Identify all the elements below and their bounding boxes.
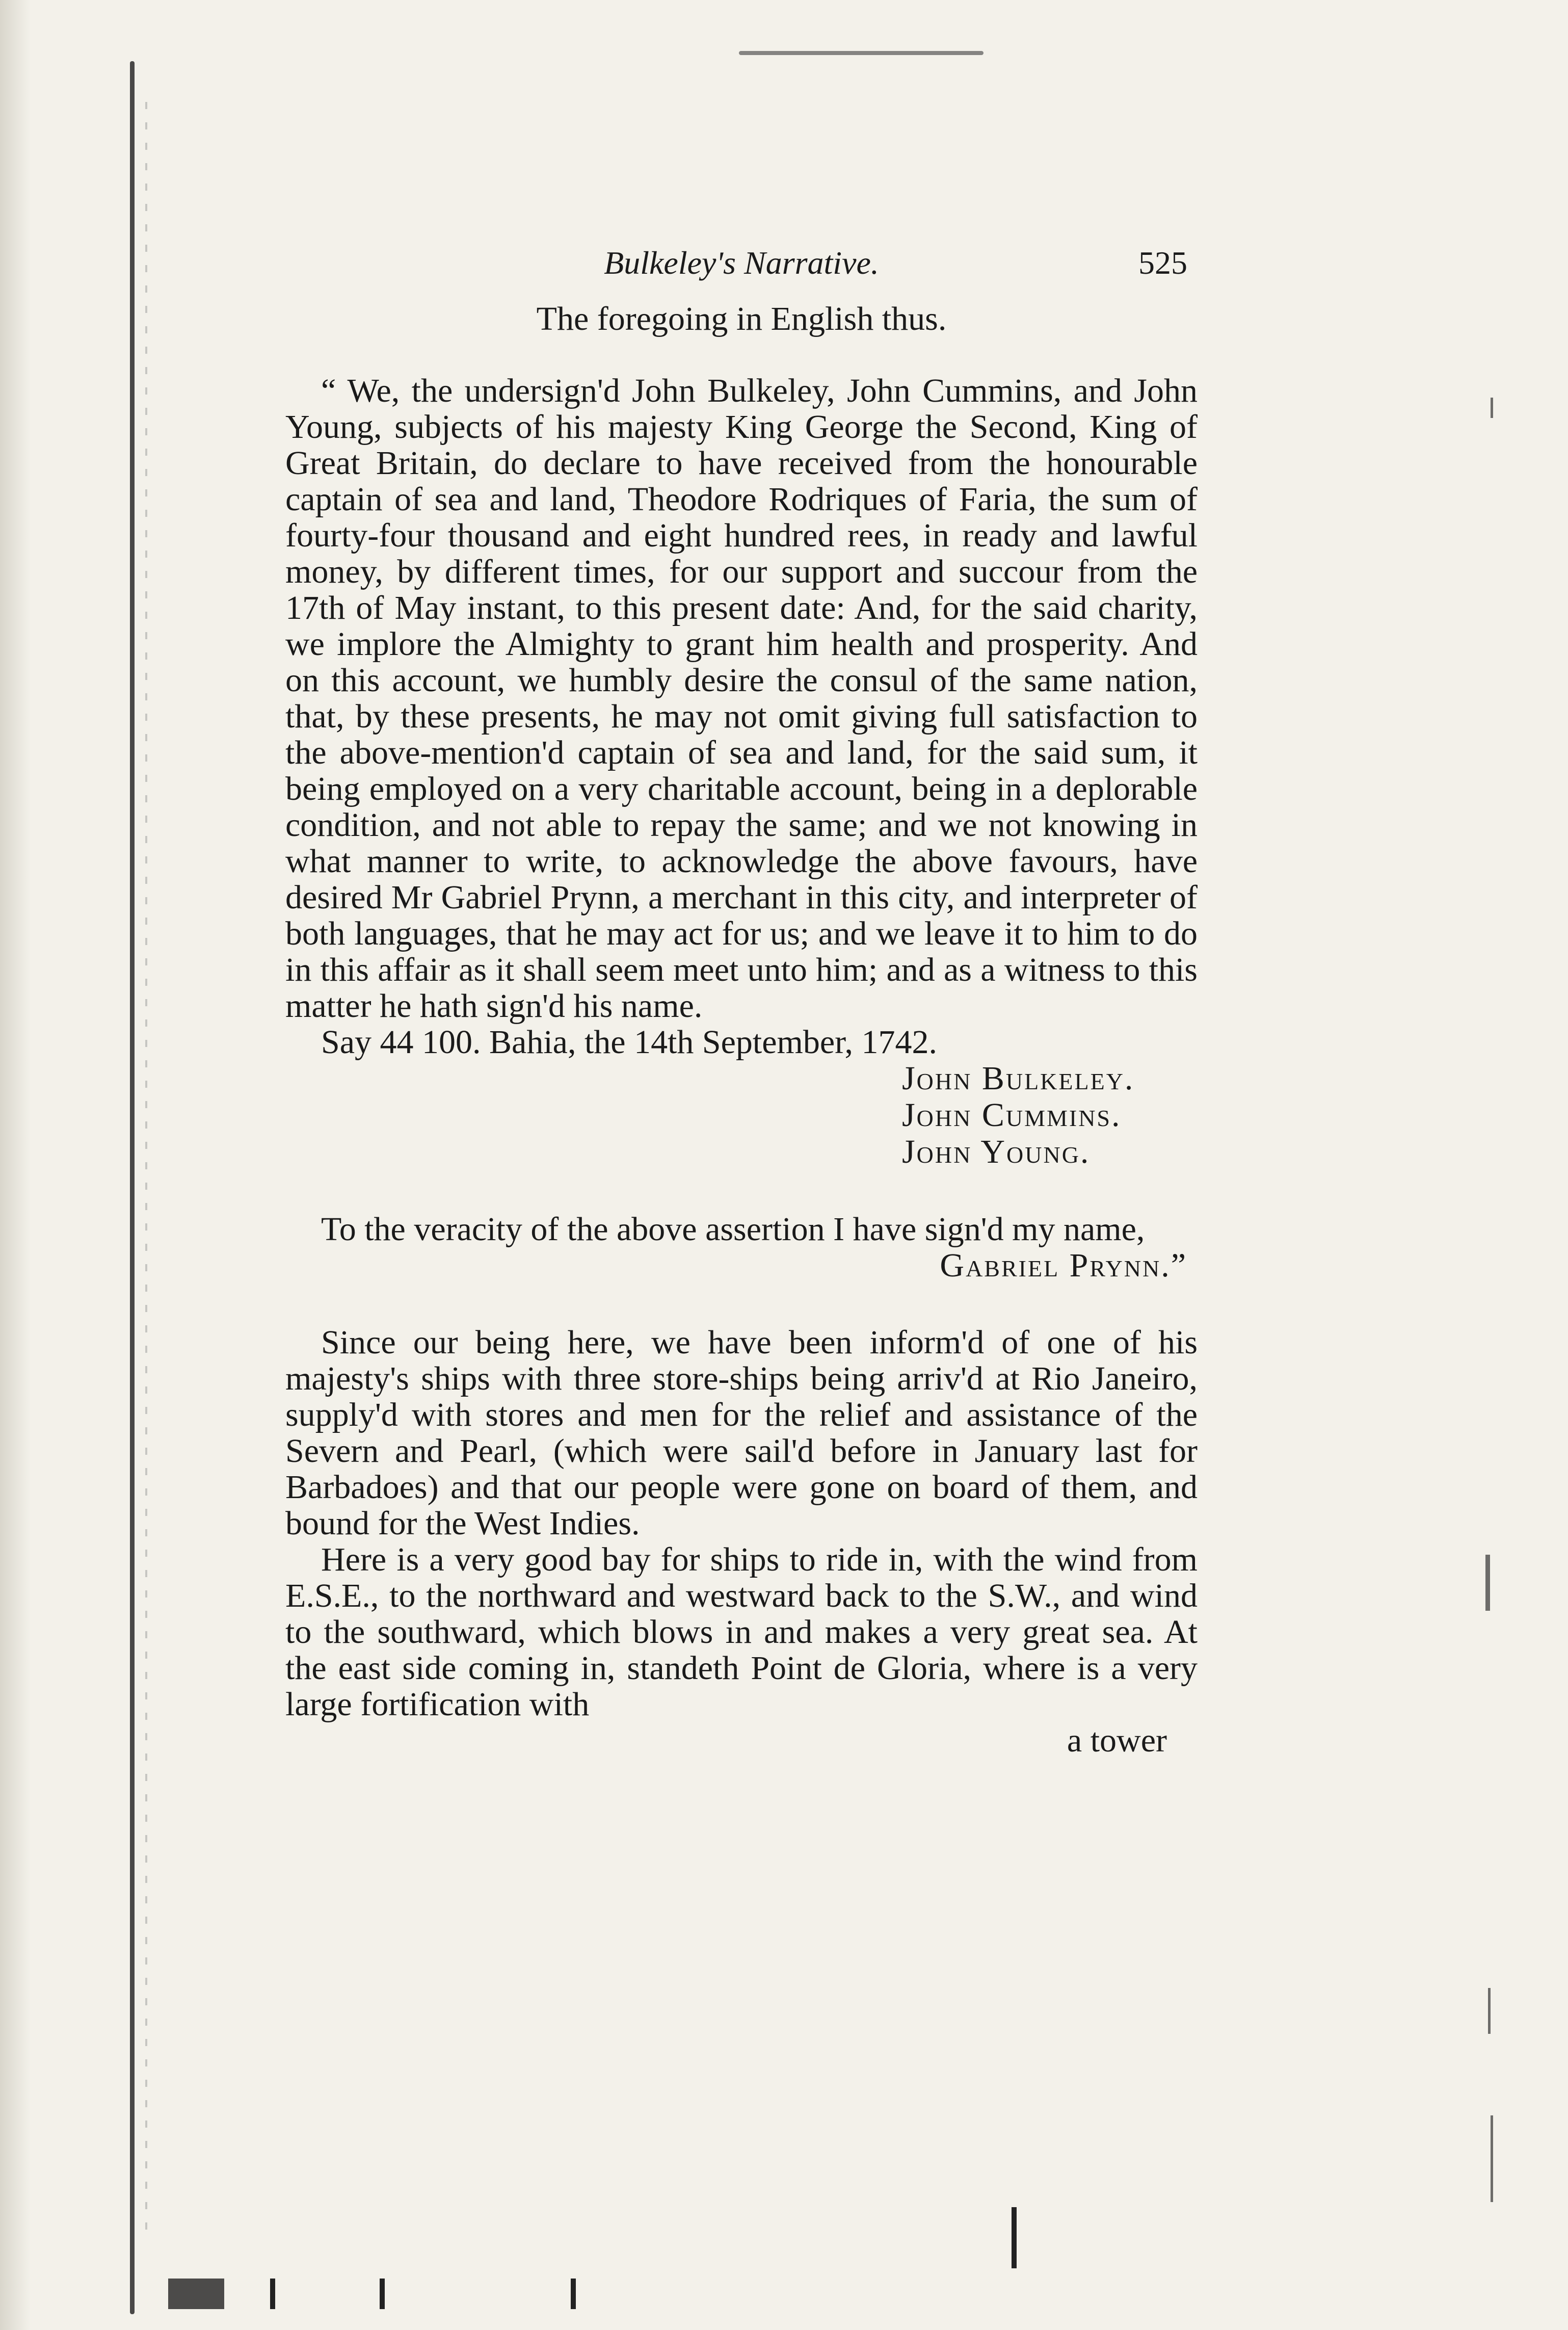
margin-mark [1491, 2115, 1493, 2202]
section-heading: The foregoing in English thus. [536, 300, 947, 337]
bottom-ink-mark [571, 2279, 576, 2309]
catchword: a tower [1067, 1722, 1167, 1759]
margin-mark [1491, 398, 1493, 418]
bottom-ink-mark [270, 2279, 275, 2309]
bottom-ink-mark [380, 2279, 385, 2309]
news-paragraph: Since our being here, we have been inform'd of one of his majesty's ships with three store-ships being arriv'd at Rio Janeiro, supply'd with stores and men for the relief and assistance of the Severn and Pearl, (which were sail'd before in January last for Barbadoes) and that our people were gone on board of them, and bound for the West Indies. [285, 1324, 1198, 1542]
signatory-name: John Young. [902, 1133, 1091, 1170]
margin-mark [1488, 1988, 1491, 2034]
attestation-text: To the veracity of the above assertion I have sign'd my name, [321, 1211, 1145, 1248]
bottom-ink-mark [1012, 2207, 1017, 2268]
signatory-list [285, 1060, 1198, 1170]
date-line: Say 44 100. Bahia, the 14th September, 1742. [321, 1024, 938, 1061]
top-ink-smudge [739, 51, 984, 55]
running-title: Bulkeley's Narrative. [604, 245, 879, 281]
running-head [285, 245, 1198, 291]
page-number: 525 [1138, 245, 1187, 281]
page-edge-specks [145, 102, 147, 2243]
bay-paragraph: Here is a very good bay for ships to ride in, with the wind from E.S.E., to the northward and westward back to the S.W., and wind to the southward, which blows in and makes a very great sea. At the east side coming in, standeth Point de Gloria, where is a very large fortification with [285, 1541, 1198, 1723]
page-edge-rule [130, 61, 135, 2314]
bottom-ink-mark [168, 2279, 224, 2309]
signatory-name: John Cummins. [902, 1096, 1122, 1134]
margin-mark [1485, 1555, 1490, 1611]
binding-shadow [0, 0, 31, 2330]
signatory-name: John Bulkeley. [902, 1060, 1135, 1097]
attestation-signatory: Gabriel Prynn.” [940, 1247, 1187, 1284]
text-block [285, 245, 1198, 1759]
declaration-paragraph: “ We, the undersign'd John Bulkeley, John Cummins, and John Young, subjects of his majesty King George the Second, King of Great Britain, do declare to have received from the honourable captain of sea and land, Theodore Rodriques of Faria, the sum of fourty-four thousand and eight hundred rees, in ready and lawful money, by different times, for our support and succour from the 17th of May instant, to this present date: And, for the said charity, we implore the Almighty to grant him health and prosperity. And on this account, we humbly desire the consul of the same nation, that, by these presents, he may not omit giving full satisfaction to the above-mention'd captain of sea and land, for the said sum, it being employed on a very charitable account, being in a deplorable condition, and not able to repay the same; and we not knowing in what manner to write, to acknowledge the above favours, have desired Mr Gabriel Prynn, a merchant in this city, and interpreter of both languages, that he may act for us; and we leave it to him to do in this affair as it shall seem meet unto him; and as a witness to this matter he hath sign'd his name. [285, 372, 1198, 1025]
